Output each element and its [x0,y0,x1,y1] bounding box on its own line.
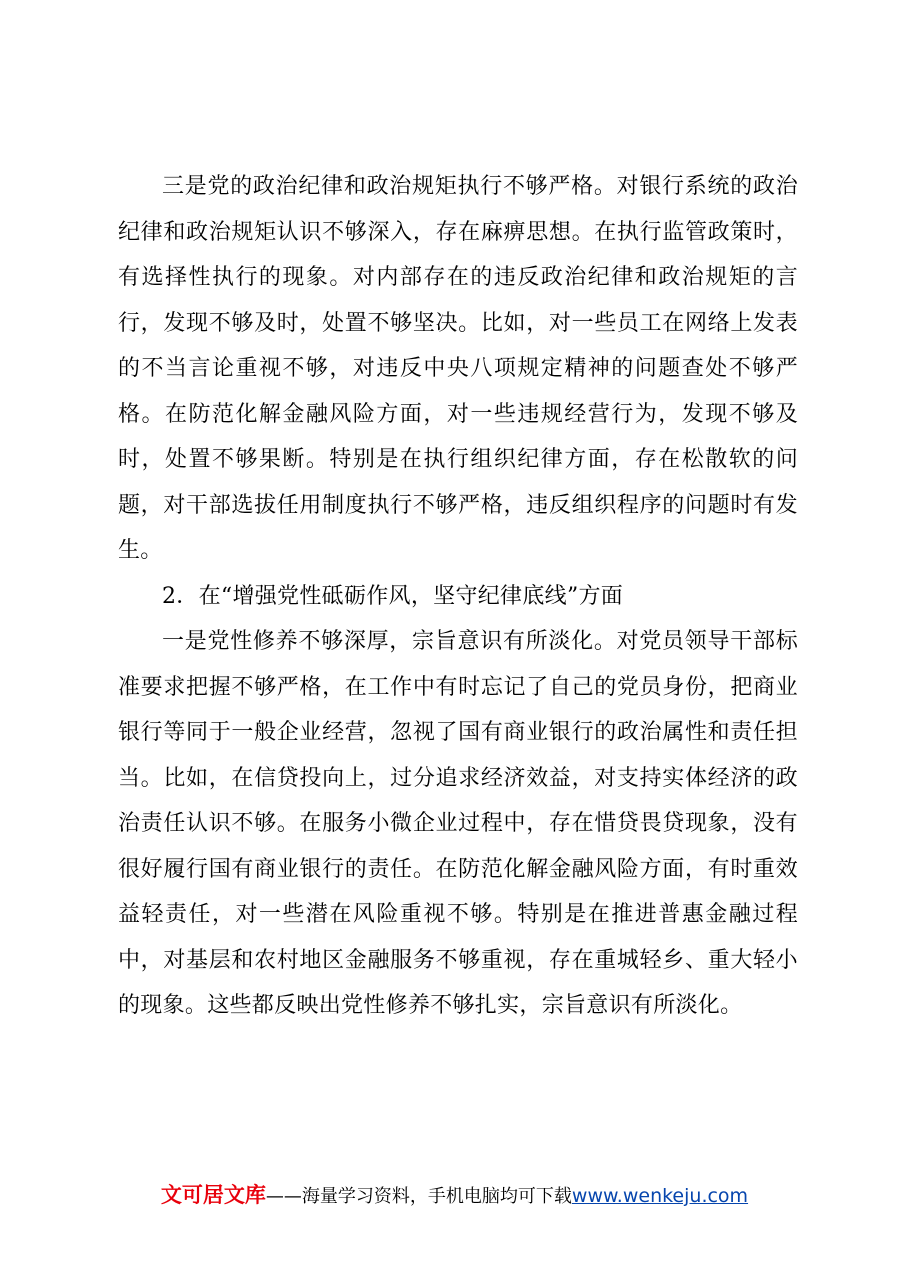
paragraph-discipline-enforcement: 三是党的政治纪律和政治规矩执行不够严格。对银行系统的政治纪律和政治规矩认识不够深入，存在麻痹思想。在执行监管政策时，有选择性执行的现象。对内部存在的违反政治纪律和政治规矩的言行，发现不够及时，处置不够坚决。比如，对一些员工在网络上发表的不当言论重视不够，对违反中央八项规定精神的问题查处不够严格。在防范化解金融风险方面，对一些违规经营行为，发现不够及时，处置不够果断。特别是在执行组织纪律方面，存在松散软的问题，对干部选拔任用制度执行不够严格，违反组织程序的问题时有发生。 [118,174,798,563]
section-heading: 2．在“增强党性砥砺作风，坚守纪律底线”方面 [162,583,624,609]
footer-banner [0,1180,909,1212]
footer-tagline: ——海量学习资料，手机电脑均可下载 [265,1186,572,1207]
footer-site-link[interactable]: www.wenkeju.com [571,1185,749,1207]
footer-brand: 文可居文库 [160,1183,266,1207]
document-body [118,164,798,1029]
paragraph-party-spirit: 一是党性修养不够深厚，宗旨意识有所淡化。对党员领导干部标准要求把握不够严格，在工作中有时忘记了自己的党员身份，把商业银行等同于一般企业经营，忽视了国有商业银行的政治属性和责任担当。比如，在信贷投向上，过分追求经济效益，对支持实体经济的政治责任认识不够。在服务小微企业过程中，存在惜贷畏贷现象，没有很好履行国有商业银行的责任。在防范化解金融风险方面，有时重效益轻责任，对一些潜在风险重视不够。特别是在推进普惠金融过程中，对基层和农村地区金融服务不够重视，存在重城轻乡、重大轻小的现象。这些都反映出党性修养不够扎实，宗旨意识有所淡化。 [118,629,798,1018]
